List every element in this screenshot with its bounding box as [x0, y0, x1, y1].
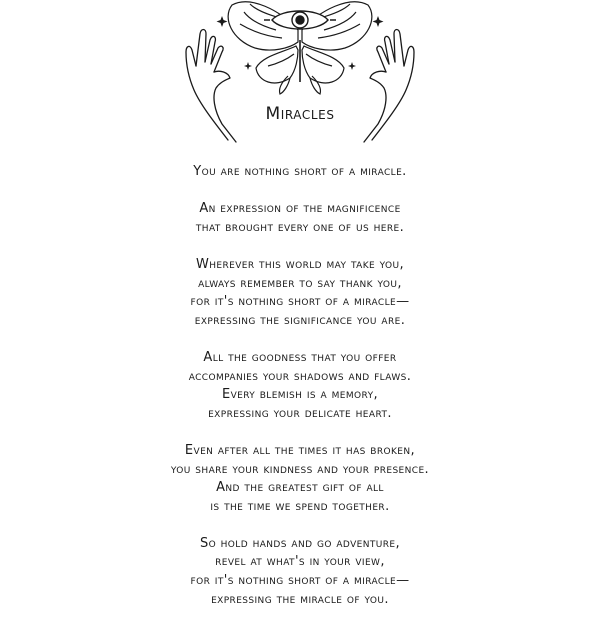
page-title: Miracles	[265, 104, 335, 124]
header-illustration	[0, 0, 600, 150]
poem-line: expressing your delicate heart.	[208, 405, 392, 421]
poem-line: An expression of the magnificence	[199, 201, 401, 217]
poem-stanza	[0, 200, 600, 237]
poem-line: always remember to say thank you,	[198, 275, 402, 291]
poem-line: for it's nothing short of a miracle—	[190, 294, 410, 310]
eye-icon	[264, 11, 336, 29]
poem-stanza	[0, 349, 600, 423]
poem-line: So hold hands and go adventure,	[199, 535, 401, 551]
poem-line: You are nothing short of a miracle.	[193, 164, 407, 179]
poem-line: revel at what's in your view,	[215, 554, 385, 570]
poem-line: is the time we spend together.	[210, 498, 390, 514]
poem-stanza	[0, 535, 600, 609]
poem-line: expressing the miracle of you.	[211, 591, 389, 607]
poem	[0, 163, 600, 628]
poem-stanza	[0, 256, 600, 330]
poem-line: accompanies your shadows and flaws.	[188, 368, 412, 384]
poem-stanza	[0, 163, 600, 182]
poem-line: expressing the significance you are.	[194, 312, 406, 328]
right-hand-icon	[364, 30, 414, 143]
poem-line: Even after all the times it has broken,	[184, 442, 416, 458]
poem-line: All the goodness that you offer	[203, 349, 397, 365]
poem-line: And the greatest gift of all	[216, 480, 384, 496]
poem-line: that brought every one of us here.	[195, 219, 405, 235]
left-hand-icon	[186, 30, 236, 143]
poem-line: for it's nothing short of a miracle—	[190, 573, 410, 589]
poem-line: Every blemish is a memory,	[221, 387, 379, 403]
poem-stanza	[0, 442, 600, 516]
poem-line: you share your kindness and your presence.	[170, 461, 430, 477]
poem-line: Wherever this world may take you,	[195, 256, 405, 272]
